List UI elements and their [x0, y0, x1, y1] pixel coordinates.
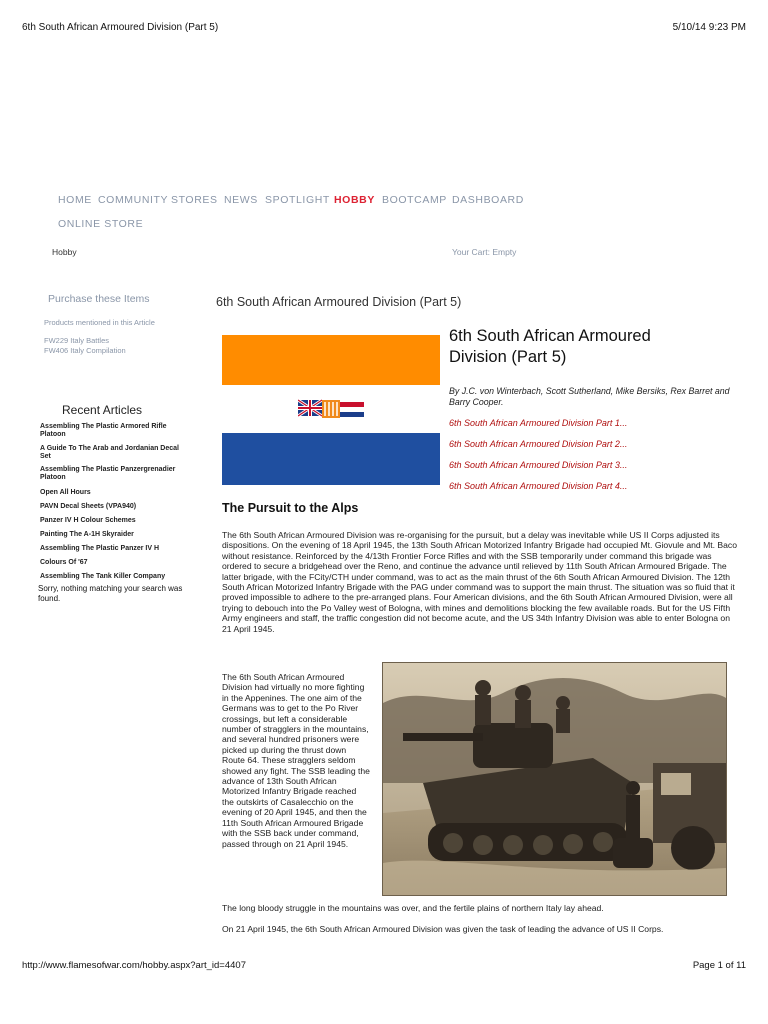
nav-community[interactable]: COMMUNITY	[98, 194, 169, 206]
page-heading: 6th South African Armoured Division (Part 5)	[216, 295, 462, 309]
article-paragraph-3: The long bloody struggle in the mountains was over, and the fertile plains of northern Italy lay ahead.	[222, 903, 604, 913]
section-heading: The Pursuit to the Alps	[222, 501, 359, 515]
nav-hobby[interactable]: HOBBY	[334, 194, 375, 206]
product-link-fw229[interactable]: FW229 Italy Battles	[44, 336, 110, 345]
recent-article-link[interactable]: Assembling The Tank Killer Company	[40, 573, 166, 580]
products-mentioned-label: Products mentioned in this Article	[44, 318, 155, 327]
nav-news[interactable]: NEWS	[224, 194, 258, 206]
print-header-datetime: 5/10/14 9:23 PM	[672, 22, 746, 33]
part-4-link[interactable]: 6th South African Armoured Division Part 4...	[449, 481, 628, 491]
recent-article-link[interactable]: Open All Hours	[40, 489, 91, 496]
article-paragraph-1: The 6th South African Armoured Division was re-organising for the pursuit, but a delay was inevitable while US II Corps adjusted its dispositions. On the evening of 18 April 1945, the 13th South African Motorized Infantry Brigade had occupied Mt. Giovule and Mt. Baco without resistance. Reinforced by the 4/13th Frontier Force Rifles and with the SSB temporarily under command this brigade was ordered to secure a bridgehead over the Reno, and continue the advance until relieved by 11th South African Armoured Brigade. The latter brigade, with the FCity/CTH under command, was to act as the main thrust of the 6th South African Armoured Division. The 12th South African Motorized Infantry Brigade with the PAG under command was to support the main thrust. The situation was so fluid that it proved impossible to adhere to the pre-arranged plans. Four American divisions, and the 6th South African Armoured Division, were all trying to debouch into the Po Valley west of Bologna, with mines and demolitions blocking the few available roads. But for the US Fifth Army engineers and staff, the traffic congestion did not become acute, and the US 34th Infantry Division was able to enter Bologna on 21 April 1945.	[222, 530, 737, 634]
recent-article-link[interactable]: A Guide To The Arab and Jordanian Decal Set	[40, 445, 179, 460]
article-paragraph-2: The 6th South African Armoured Division had virtually no more fighting in the Appenines. The one aim of the Germans was to get to the Po River crossings, but left a considerable number of stragglers in the mountains, and several hundred prisoners were picked up during the thrust down Route 64. These stragglers seldom showed any fight. The SSB leading the advance of 13th South African Motorized Infantry Brigade reached the outskirts of Casalecchio on the evening of 20 April 1945, and then the 11th South African Armoured Brigade with the SSB back under command, passed through on 21 April 1945.	[222, 672, 370, 849]
part-1-link[interactable]: 6th South African Armoured Division Part 1...	[449, 418, 628, 428]
flag-blue-band	[222, 433, 440, 485]
nav-spotlight[interactable]: SPOTLIGHT	[265, 194, 330, 206]
print-footer-page: Page 1 of 11	[692, 960, 746, 971]
recent-article-link[interactable]: Assembling The Plastic Panzergrenadier Platoon	[40, 466, 176, 481]
article-byline: By J.C. von Winterbach, Scott Sutherland, Mike Bersiks, Rex Barret and Barry Cooper.	[449, 386, 730, 407]
nav-dashboard[interactable]: DASHBOARD	[452, 194, 524, 206]
flag-banner-image	[222, 335, 440, 485]
print-header-title: 6th South African Armoured Division (Part 5)	[22, 22, 219, 33]
part-2-link[interactable]: 6th South African Armoured Division Part 2...	[449, 439, 628, 449]
cart-status[interactable]: Your Cart: Empty	[452, 247, 517, 257]
breadcrumb[interactable]: Hobby	[52, 247, 77, 257]
recent-article-link[interactable]: PAVN Decal Sheets (VPA940)	[40, 503, 137, 510]
recent-article-link[interactable]: Painting The A-1H Skyraider	[40, 531, 134, 538]
recent-article-link[interactable]: Assembling The Plastic Armored Rifle Platoon	[40, 423, 167, 438]
recent-articles-heading: Recent Articles	[62, 403, 143, 417]
nav-home[interactable]: HOME	[58, 194, 92, 206]
search-no-results: Sorry, nothing matching your search was found.	[38, 584, 183, 603]
article-title: 6th South African Armoured Division (Part 5)	[449, 327, 651, 366]
tank-photo-illustration	[383, 663, 726, 895]
product-link-fw406[interactable]: FW406 Italy Compilation	[44, 346, 126, 355]
flag-emblem-icon	[298, 399, 364, 419]
flag-orange-band	[222, 335, 440, 385]
nav-online-store[interactable]: ONLINE STORE	[58, 218, 144, 230]
purchase-heading: Purchase these Items	[48, 293, 150, 305]
part-3-link[interactable]: 6th South African Armoured Division Part 3...	[449, 460, 628, 470]
nav-stores[interactable]: STORES	[171, 194, 218, 206]
recent-article-link[interactable]: Assembling The Plastic Panzer IV H	[40, 545, 160, 552]
nav-bootcamp[interactable]: BOOTCAMP	[382, 194, 447, 206]
recent-article-link[interactable]: Panzer IV H Colour Schemes	[40, 517, 136, 524]
article-paragraph-4: On 21 April 1945, the 6th South African Armoured Division was given the task of leading the advance of US II Corps.	[222, 924, 664, 934]
recent-article-link[interactable]: Colours Of '67	[40, 559, 88, 566]
sherman-tank-photo	[382, 662, 727, 896]
print-footer-url: http://www.flamesofwar.com/hobby.aspx?art_id=4407	[22, 960, 246, 971]
